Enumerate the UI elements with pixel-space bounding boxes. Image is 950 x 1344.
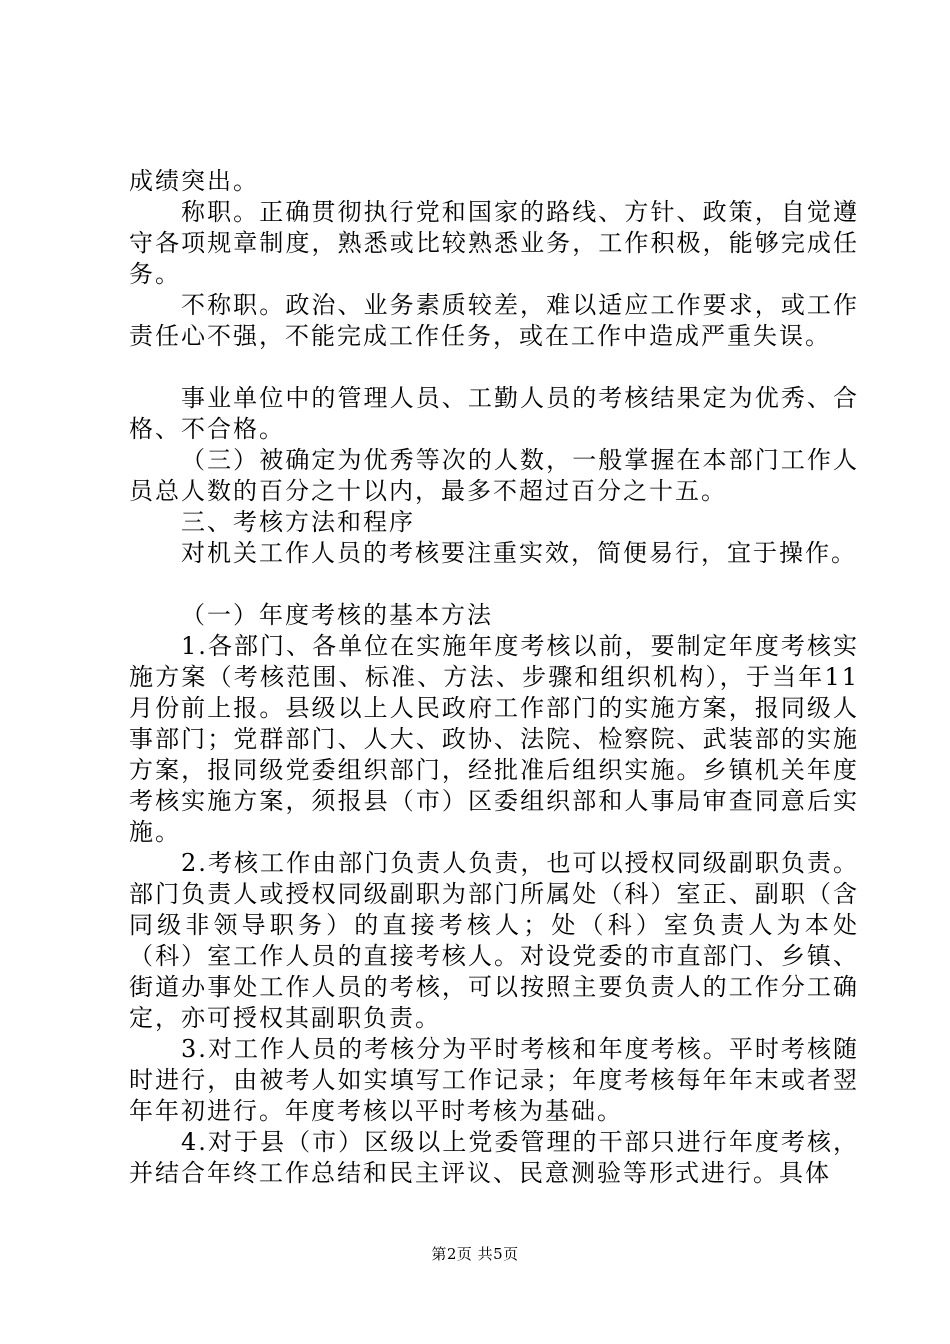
paragraph-institution-results: 事业单位中的管理人员、工勤人员的考核结果定为优秀、合格、不合格。 <box>129 384 859 443</box>
paragraph-competent: 称职。正确贯彻执行党和国家的路线、方针、政策，自觉遵守各项规章制度，熟悉或比较熟悉业务，工作积极，能够完成任务。 <box>129 198 859 288</box>
list-item-1: 1.各部门、各单位在实施年度考核以前，要制定年度考核实施方案（考核范围、标准、方法、步骤和组织机构），于当年11月份前上报。县级以上人民政府工作部门的实施方案，报同级人事部门；党群部门、人大、政协、法院、检察院、武装部的实施方案，报同级党委组织部门，经批准后组织实施。乡镇机关年度考核实施方案，须报县（市）区委组织部和人事局审查同意后实施。 <box>129 632 859 846</box>
paragraph-methods-intro: 对机关工作人员的考核要注重实效，简便易行，宜于操作。 <box>181 539 857 567</box>
section-heading-methods: 三、考核方法和程序 <box>181 508 415 536</box>
subsection-heading-annual-method: （一）年度考核的基本方法 <box>181 601 493 629</box>
list-item-3: 3.对工作人员的考核分为平时考核和年度考核。平时考核随时进行，由被考人如实填写工作记录；年度考核每年年末或者翌年年初进行。年度考核以平时考核为基础。 <box>129 1035 859 1125</box>
paragraph-incompetent: 不称职。政治、业务素质较差，难以适应工作要求，或工作责任心不强，不能完成工作任务，或在工作中造成严重失误。 <box>129 291 859 350</box>
paragraph-excellent-quota: （三）被确定为优秀等次的人数，一般掌握在本部门工作人员总人数的百分之十以内，最多不超过百分之十五。 <box>129 446 859 505</box>
list-item-4: 4.对于县（市）区级以上党委管理的干部只进行年度考核，并结合年终工作总结和民主评议、民意测验等形式进行。具体 <box>129 1128 859 1187</box>
paragraph-continuation: 成绩突出。 <box>129 167 259 195</box>
page-number-footer: 第2页 共5页 <box>431 1245 519 1263</box>
document-body <box>129 166 859 1189</box>
list-item-2: 2.考核工作由部门负责人负责，也可以授权同级副职负责。部门负责人或授权同级副职为部门所属处（科）室正、副职（含同级非领导职务）的直接考核人；处（科）室负责人为本处（科）室工作人员的直接考核人。对设党委的市直部门、乡镇、街道办事处工作人员的考核，可以按照主要负责人的工作分工确定，亦可授权其副职负责。 <box>129 849 859 1032</box>
